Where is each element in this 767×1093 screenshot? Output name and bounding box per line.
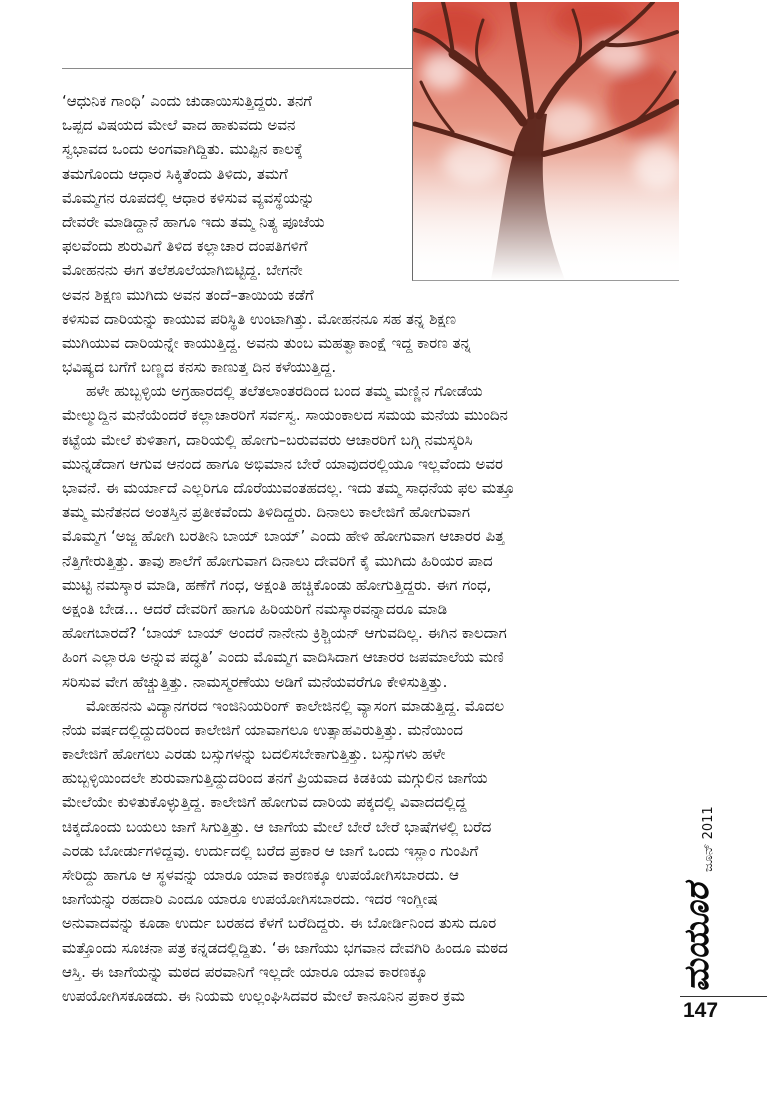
- article-line: ಭಾವನೆ. ಈ ಮರ್ಯಾದೆ ಎಲ್ಲರಿಗೂ ದೊರೆಯುವಂತಹದಲ್ಲ. ಇದು ತಮ್ಮ ಸಾಧನೆಯ ಫಲ ಮತ್ತೂ: [62, 479, 515, 497]
- folio-rule: [680, 996, 767, 997]
- article-line: ಕಟ್ಟೆಯ ಮೇಲೆ ಕುಳಿತಾಗ, ದಾರಿಯಲ್ಲಿ ಹೋಗು–ಬರುವವರು ಆಚಾರರಿಗೆ ಬಗ್ಗಿ ನಮಸ್ಕರಿಸಿ: [62, 430, 473, 449]
- article-paragraph: [62, 379, 674, 693]
- article-line: ಸ್ವಭಾವದ ಒಂದು ಅಂಗವಾಗಿದ್ದಿತು. ಮುಪ್ಪಿನ ಕಾಲಕ್ಕೆ: [62, 140, 303, 159]
- magazine-logo: ಮಯೂರ: [677, 883, 717, 992]
- article-line: ಚಿಕ್ಕದೊಂದು ಬಯಲು ಜಾಗೆ ಸಿಗುತ್ತಿತ್ತು. ಆ ಜಾಗೆಯ ಮೇಲೆ ಬೇರೆ ಬೇರೆ ಭಾಷೆಗಳಲ್ಲಿ ಬರೆದ: [62, 817, 492, 836]
- article-line: ಸೇರಿದ್ದು ಹಾಗೂ ಆ ಸ್ಥಳವನ್ನು ಯಾರೂ ಯಾವ ಕಾರಣಕ್ಕೂ ಉಪಯೋಗಿಸಬಾರದು. ಆ: [62, 866, 459, 884]
- article-line: ಮೋಹನನು ವಿದ್ಯಾನಗರದ ಇಂಜಿನಿಯರಿಂಗ್ ಕಾಲೇಜಿನಲ್ಲಿ ವ್ಯಾಸಂಗ ಮಾಡುತ್ತಿದ್ದ. ಮೊದಲ: [86, 696, 505, 715]
- article-line: ಅವನ ಶಿಕ್ಷಣ ಮುಗಿದು ಅವನ ತಂದೆ–ತಾಯಿಯ ಕಡೆಗೆ: [62, 285, 314, 304]
- article-line: ಒಪ್ಪದ ವಿಷಯದ ಮೇಲೆ ವಾದ ಹಾಕುವದು ಅವನ: [62, 116, 296, 135]
- article-line: ಕಾಲೇಜಿಗೆ ಹೋಗಲು ಎರಡು ಬಸ್ಸುಗಳನ್ನು ಬದಲಿಸಬೇಕಾಗುತ್ತಿತ್ತು. ಬಸ್ಸುಗಳು ಹಳೇ: [62, 745, 446, 764]
- article-line: ಉಪಯೋಗಿಸಕೂಡದು. ಈ ನಿಯಮ ಉಲ್ಲಂಘಿಸಿದವರ ಮೇಲೆ ಕಾನೂನಿನ ಪ್ರಕಾರ ಕ್ರಮ: [62, 986, 465, 1005]
- article-line: ಹೋಗಬಾರದೆ? ‘ಬಾಯ್ ಬಾಯ್ ಅಂದರೆ ನಾನೇನು ಕ್ರಿಶ್ಚಿಯನ್ ಆಗುವದಿಲ್ಲ. ಈಗಿನ ಕಾಲದಾಗ: [62, 624, 507, 643]
- article-line: ಕಳಿಸುವ ದಾರಿಯನ್ನು ಕಾಯುವ ಪರಿಸ್ಥಿತಿ ಉಂಟಾಗಿತ್ತು. ಮೋಹನನೂ ಸಹ ತನ್ನ ಶಿಕ್ಷಣ: [62, 309, 457, 328]
- article-line: ಹಿಂಗ ಎಲ್ಲಾರೂ ಅನ್ನುವ ಪದ್ಧತಿ’ ಎಂದು ಮೊಮ್ಮಗ ವಾದಿಸಿದಾಗ ಆಚಾರರ ಜಪಮಾಲೆಯ ಮಣಿ: [62, 648, 504, 667]
- article-paragraph: [62, 89, 674, 379]
- issue-date: ಜೂನ್ 2011: [701, 806, 716, 872]
- article-line: ಮೇಲ್ಮುದ್ದಿನ ಮನೆಯೆಂದರೆ ಕಲ್ಲಾಚಾರರಿಗೆ ಸರ್ವಸ್ವ. ಸಾಯಂಕಾಲದ ಸಮಯ ಮನೆಯ ಮುಂದಿನ: [62, 406, 508, 425]
- article-line: ನೆಯ ವರ್ಷದಲ್ಲಿದ್ದುದರಿಂದ ಕಾಲೇಜಿಗೆ ಯಾವಾಗಲೂ ಉತ್ಸಾಹವಿರುತ್ತಿತ್ತು. ಮನೆಯಿಂದ: [62, 720, 463, 739]
- article-line: ಹುಬ್ಬಳ್ಳಿಯಿಂದಲೇ ಶುರುವಾಗುತ್ತಿದ್ದುದರಿಂದ ತನಗೆ ಪ್ರಿಯವಾದ ಕಿಡಕಿಯ ಮಗ್ಗುಲಿನ ಜಾಗೆಯ: [62, 769, 488, 788]
- article-body: [62, 89, 674, 1008]
- article-line: ಮೊಮ್ಮಗ ‘ಅಜ್ಜ ಹೋಗಿ ಬರತೀನಿ ಬಾಯ್ ಬಾಯ್’ ಎಂದು ಹೇಳಿ ಹೋಗುವಾಗ ಆಚಾರರ ಪಿತ್ತ: [62, 527, 505, 546]
- article-line: ಭವಿಷ್ಯದ ಬಗೆಗೆ ಬಣ್ಣದ ಕನಸು ಕಾಣುತ್ತ ದಿನ ಕಳೆಯುತ್ತಿದ್ದ.: [62, 358, 337, 377]
- article-line: ಮುಗಿಯುವ ದಾರಿಯನ್ನೇ ಕಾಯುತ್ತಿದ್ದ. ಅವನು ತುಂಬ ಮಹತ್ವಾಕಾಂಕ್ಷೆ ಇದ್ದ ಕಾರಣ ತನ್ನ: [62, 333, 471, 352]
- article-line: ಫಲವೆಂದು ಶುರುವಿಗೆ ತಿಳಿದ ಕಲ್ಲಾಚಾರ ದಂಪತಿಗಳಿಗೆ: [62, 237, 308, 256]
- article-line: ಮೇಲೆಯೇ ಕುಳಿತುಕೊಳ್ಳುತ್ತಿದ್ದ. ಕಾಲೇಜಿಗೆ ಹೋಗುವ ದಾರಿಯ ಪಕ್ಕದಲ್ಲಿ ವಿವಾದದಲ್ಲಿದ್ದ: [62, 793, 467, 812]
- article-line: ಮತ್ತೊಂದು ಸೂಚನಾ ಪತ್ರ ಕನ್ನಡದಲ್ಲಿದ್ದಿತು. ‘ಈ ಜಾಗೆಯು ಭಗವಾನ ದೇವಗಿರಿ ಹಿಂದೂ ಮಠದ: [62, 938, 508, 957]
- article-line: ಮುಟ್ಟಿ ನಮಸ್ಕಾರ ಮಾಡಿ, ಹಣೆಗೆ ಗಂಧ, ಅಕ್ಷಂತಿ ಹಚ್ಚಿಕೊಂಡು ಹೋಗುತ್ತಿದ್ದರು. ಈಗ ಗಂಧ,: [62, 575, 492, 594]
- article-paragraph: [62, 694, 674, 1008]
- article-line: ತಮ್ಮ ಮನೆತನದ ಅಂತಸ್ತಿನ ಪ್ರತೀಕವೆಂದು ತಿಳಿದಿದ್ದರು. ದಿನಾಲು ಕಾಲೇಜಿಗೆ ಹೋಗುವಾಗ: [62, 503, 470, 522]
- article-line: ಎರಡು ಬೋರ್ಡುಗಳಿದ್ದವು. ಉರ್ದುದಲ್ಲಿ ಬರೆದ ಪ್ರಕಾರ ಆ ಜಾಗೆ ಒಂದು ಇಸ್ಲಾಂ ಗುಂಪಿಗೆ: [62, 841, 479, 860]
- article-line: ಮುನ್ನಡೆದಾಗ ಆಗುವ ಆನಂದ ಹಾಗೂ ಅಭಿಮಾನ ಬೇರೆ ಯಾವುದರಲ್ಲಿಯೂ ಇಲ್ಲವೆಂದು ಅವರ: [62, 454, 503, 473]
- article-line: ದೇವರೇ ಮಾಡಿದ್ದಾನೆ ಹಾಗೂ ಇದು ತಮ್ಮ ನಿತ್ಯ ಪೂಜೆಯ: [62, 212, 325, 231]
- article-line: ‘ಆಧುನಿಕ ಗಾಂಧಿ’ ಎಂದು ಚುಡಾಯಿಸುತ್ತಿದ್ದರು. ತನಗೆ: [62, 92, 313, 110]
- header-rule: [62, 68, 412, 69]
- article-line: ತಮಗೊಂದು ಆಧಾರ ಸಿಕ್ಕಿತೆಂದು ತಿಳಿದು, ತಮಗೆ: [62, 164, 288, 183]
- article-line: ಮೋಹನನು ಈಗ ತಲೆಶೂಲೆಯಾಗಿಬಿಟ್ಟಿದ್ದ. ಬೇಗನೇ: [62, 261, 303, 280]
- article-line: ಜಾಗೆಯನ್ನು ರಹದಾರಿ ಎಂದೂ ಯಾರೂ ಉಪಯೋಗಿಸಬಾರದು. ಇದರ ಇಂಗ್ಲೀಷ: [62, 890, 438, 909]
- article-line: ನೆತ್ತಿಗೇರುತ್ತಿತ್ತು. ತಾವು ಶಾಲೆಗೆ ಹೋಗುವಾಗ ದಿನಾಲು ದೇವರಿಗೆ ಕೈ ಮುಗಿದು ಹಿರಿಯರ ಪಾದ: [62, 551, 493, 570]
- article-line: ಆಸ್ತಿ. ಈ ಜಾಗೆಯನ್ನು ಮಠದ ಪರವಾನಿಗೆ ಇಲ್ಲದೇ ಯಾರೂ ಯಾವ ಕಾರಣಕ್ಕೂ: [62, 962, 428, 981]
- page-number: 147: [683, 999, 719, 1022]
- article-line: ಮೊಮ್ಮಗನ ರೂಪದಲ್ಲಿ ಆಧಾರ ಕಳಿಸುವ ವ್ಯವಸ್ಥೆಯನ್ನು: [62, 188, 315, 207]
- article-line: ಅನುವಾದವನ್ನು ಕೂಡಾ ಉರ್ದು ಬರಹದ ಕೆಳಗೆ ಬರೆದಿದ್ದರು. ಈ ಬೋರ್ಡಿನಿಂದ ತುಸು ದೂರ: [62, 914, 497, 933]
- article-line: ಹಳೇ ಹುಬ್ಬಳ್ಳಿಯ ಅಗ್ರಹಾರದಲ್ಲಿ ತಲೆತಲಾಂತರದಿಂದ ಬಂದ ತಮ್ಮ ಮಣ್ಣಿನ ಗೋಡೆಯ: [86, 382, 483, 401]
- article-line: ಅಕ್ಷಂತಿ ಬೇಡ... ಆದರೆ ದೇವರಿಗೆ ಹಾಗೂ ಹಿರಿಯರಿಗೆ ನಮಸ್ಕಾರವನ್ನಾದರೂ ಮಾಡಿ: [62, 599, 448, 618]
- article-line: ಸರಿಸುವ ವೇಗ ಹೆಚ್ಚುತ್ತಿತ್ತು. ನಾಮಸ್ಮರಣೆಯು ಅಡಿಗೆ ಮನೆಯವರೆಗೂ ಕೇಳಿಸುತ್ತಿತ್ತು.: [62, 672, 448, 691]
